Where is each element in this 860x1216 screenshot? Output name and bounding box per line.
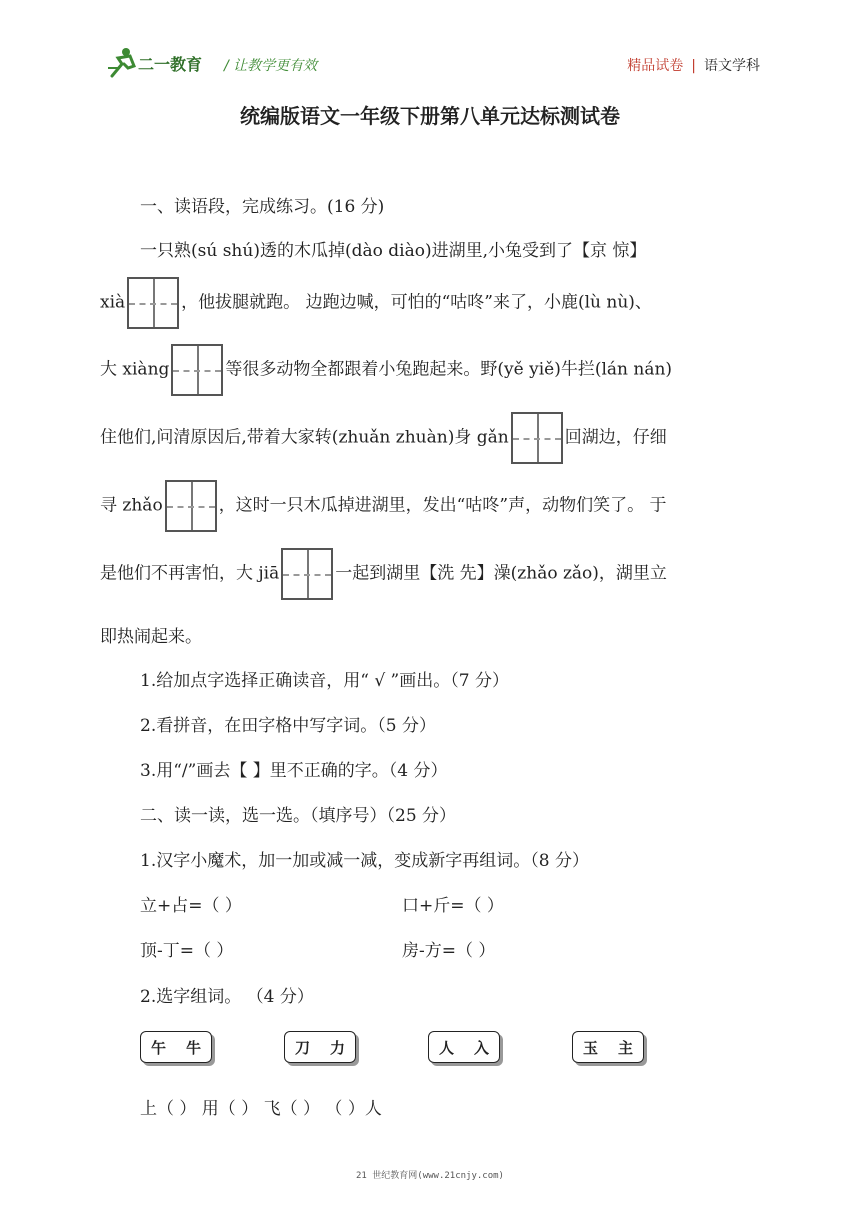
char-option: 牛	[185, 1038, 201, 1057]
page-title: 统编版语文一年级下册第八单元达标测试卷	[240, 104, 620, 128]
question-1-3: 3.用“/”画去【 】里不正确的字。（4 分）	[140, 761, 448, 781]
runner-icon	[108, 48, 134, 76]
section2-heading: 二、读一读，选一选。（填序号）（25 分）	[140, 806, 457, 826]
header-label-b: 语文学科	[704, 58, 760, 74]
passage-line-3	[100, 344, 672, 396]
page-footer: 21 世纪教育网(www.21cnjy.com)	[356, 1171, 504, 1181]
header-right	[627, 55, 760, 75]
passage-text: 住他们,问清原因后,带着大家转(zhuǎn zhuàn)身 gǎn	[100, 427, 509, 448]
word-blank-line[interactable]: 上（ ） 用（ ） 飞（ ） （ ）人	[140, 1099, 382, 1119]
passage-line-6	[100, 548, 667, 600]
passage-text: ，这时一只木瓜掉进湖里，发出“咕咚”声，动物们笑了。 于	[218, 495, 667, 516]
question-1-2: 2.看拼音，在田字格中写字词。（5 分）	[140, 716, 436, 736]
char-option: 刀	[294, 1038, 310, 1057]
char-option: 入	[473, 1038, 489, 1057]
char-option: 主	[617, 1038, 633, 1057]
header-separator: |	[691, 58, 696, 74]
equation-2[interactable]: 口+斤=（ ）	[402, 896, 504, 916]
passage-text: 等很多动物全都跟着小兔跑起来。野(yě yiě)牛拦(lán nán)	[225, 359, 673, 380]
header-label-a: 精品试卷	[627, 58, 684, 74]
char-card	[140, 1031, 212, 1063]
logo	[104, 46, 216, 80]
equation-4[interactable]: 房-方=（ ）	[402, 941, 496, 961]
passage-line-4	[100, 412, 667, 464]
char-card	[572, 1031, 644, 1063]
equation-3[interactable]: 顶-丁=（ ）	[140, 941, 234, 961]
tianzige-box[interactable]	[171, 344, 223, 396]
question-2-2: 2.选字组词。 （4 分）	[140, 987, 314, 1007]
section1-heading: 一、读语段，完成练习。(16 分)	[140, 197, 385, 217]
tianzige-box[interactable]	[165, 480, 217, 532]
passage-text: 一起到湖里【洗 先】澡(zhǎo zǎo)，湖里立	[335, 563, 667, 584]
passage-line-7: 即热闹起来。	[100, 627, 202, 647]
passage-text: 大 xiàng	[100, 359, 170, 380]
equation-1[interactable]: 立+占=（ ）	[140, 896, 242, 916]
passage-line-1: 一只熟(sú shú)透的木瓜掉(dào diào)进湖里,小兔受到了【京 惊】	[140, 241, 647, 261]
logo-text: 二一教育	[138, 55, 203, 74]
char-option: 力	[329, 1038, 345, 1057]
tianzige-box[interactable]	[127, 277, 179, 329]
passage-text: 是他们不再害怕，大 jiā	[100, 563, 280, 584]
passage-line-5	[100, 480, 666, 532]
passage-line-2	[100, 277, 652, 329]
passage-text: 寻 zhǎo	[100, 495, 163, 516]
passage-text: xià	[100, 292, 126, 313]
char-option: 玉	[582, 1038, 598, 1057]
passage-text: 回湖边，仔细	[564, 427, 667, 448]
tianzige-box[interactable]	[281, 548, 333, 600]
question-2-1: 1.汉字小魔术，加一加或减一减，变成新字再组词。（8 分）	[140, 851, 589, 871]
header-slogan: / 让教学更有效	[224, 58, 318, 74]
char-option: 午	[150, 1038, 166, 1057]
passage-text: ，他拔腿就跑。 边跑边喊，可怕的“咕咚”来了，小鹿(lù nù)、	[181, 292, 652, 313]
question-1-1: 1.给加点字选择正确读音，用“ √ ”画出。（7 分）	[140, 671, 509, 691]
tianzige-box[interactable]	[511, 412, 563, 464]
char-option: 人	[438, 1038, 454, 1057]
char-card	[428, 1031, 500, 1063]
char-card	[284, 1031, 356, 1063]
